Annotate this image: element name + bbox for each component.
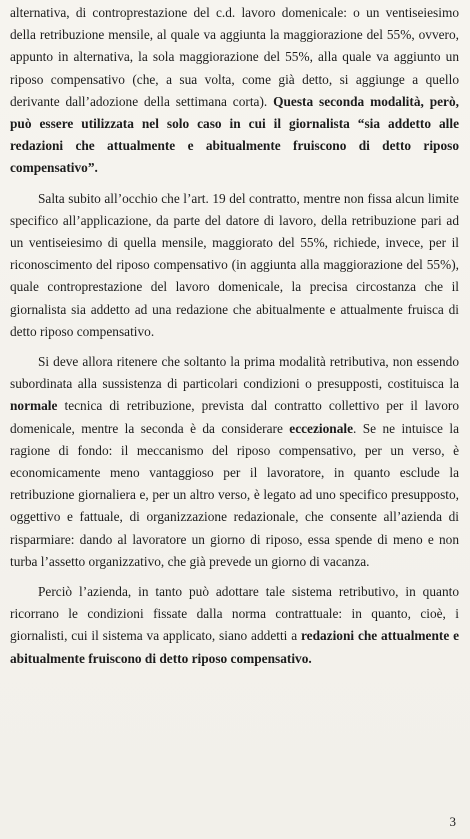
paragraph-4-text: Perciò l’azienda, in tanto può adottare tale sistema retributivo, in quanto ricorrano le condizioni fissate dalla norma contrattuale: in quanto, cioè, i giornalisti, cui il sistema va applicato, siano addetti a <box>10 584 459 644</box>
paragraph-2-text: Salta subito all’occhio che l’art. 19 del contratto, mentre non fissa alcun limite specifico all’applicazione, da parte del datore di lavoro, della retribuzione pari ad un ventiseiesimo di quella mensile, maggiorato del 55%, richiede, invece, per il riconoscimento del riposo compensativo (in aggiunta alla maggiorazione del 55%), quale controprestazione del lavoro domenicale, la precisa circostanza che il giornalista sia addetto ad una redazione che abitualmente e attualmente fruisca di detto riposo compensativo. <box>10 190 459 339</box>
paragraph-1-text: alternativa, di controprestazione del c.d. lavoro domenicale: o un ventiseiesimo della retribuzione mensile, al quale va aggiunta la maggiorazione del 55%, ovvero, appunto in alternativa, la sola maggiorazione del 55%, alla quale va aggiunto un riposo compensativo (che, a sua volta, come già detto, si aggiunge a quello derivante dall’adozione della settimana corta). <box>10 5 459 109</box>
paragraph-continuation <box>10 2 459 180</box>
paragraph-prima-modalita <box>10 351 459 573</box>
paragraph-percio <box>10 581 459 670</box>
paragraph-3-text-c: . Se ne intuisce la ragione di fondo: il meccanismo del riposo compensativo, per un verso, è economicamente meno vantaggioso per il lavoratore, in quanto esclude la retribuzione giornaliera e, per un altro verso, è legato ad uno specifico presupposto, oggettivo e fattuale, di organizzazione redazionale, che consente all’azienda di risparmiare: dando al lavoratore un giorno di riposo, essa spende di meno e non turba l’assetto organizzativo, che già prevede un giorno di vacanza. <box>10 420 459 569</box>
paragraph-4-bold-redazioni: redazioni che attualmente e abitualmente fruiscono di detto riposo compensativo. <box>10 628 460 666</box>
paragraph-3-text-b: tecnica di retribuzione, prevista dal contratto collettivo per il lavoro domenicale, mentre la seconda è da considerare <box>10 398 459 436</box>
paragraph-art-19 <box>10 188 459 343</box>
document-body <box>10 2 459 670</box>
paragraph-3-text-a: Si deve allora ritenere che soltanto la prima modalità retributiva, non essendo subordinata alla sussistenza di particolari condizioni o presupposti, costituisca la <box>10 354 459 392</box>
paragraph-1-bold-quote: Questa seconda modalità, però, può essere utilizzata nel solo caso in cui il giornalista “sia addetto alle redazioni che attualmente e abitualmente fruiscono di detto riposo compensativo”. <box>10 93 459 176</box>
page-number: 3 <box>449 814 456 829</box>
paragraph-3-bold-eccezionale: eccezionale <box>289 420 353 436</box>
paragraph-3-bold-normale: normale <box>10 398 58 414</box>
